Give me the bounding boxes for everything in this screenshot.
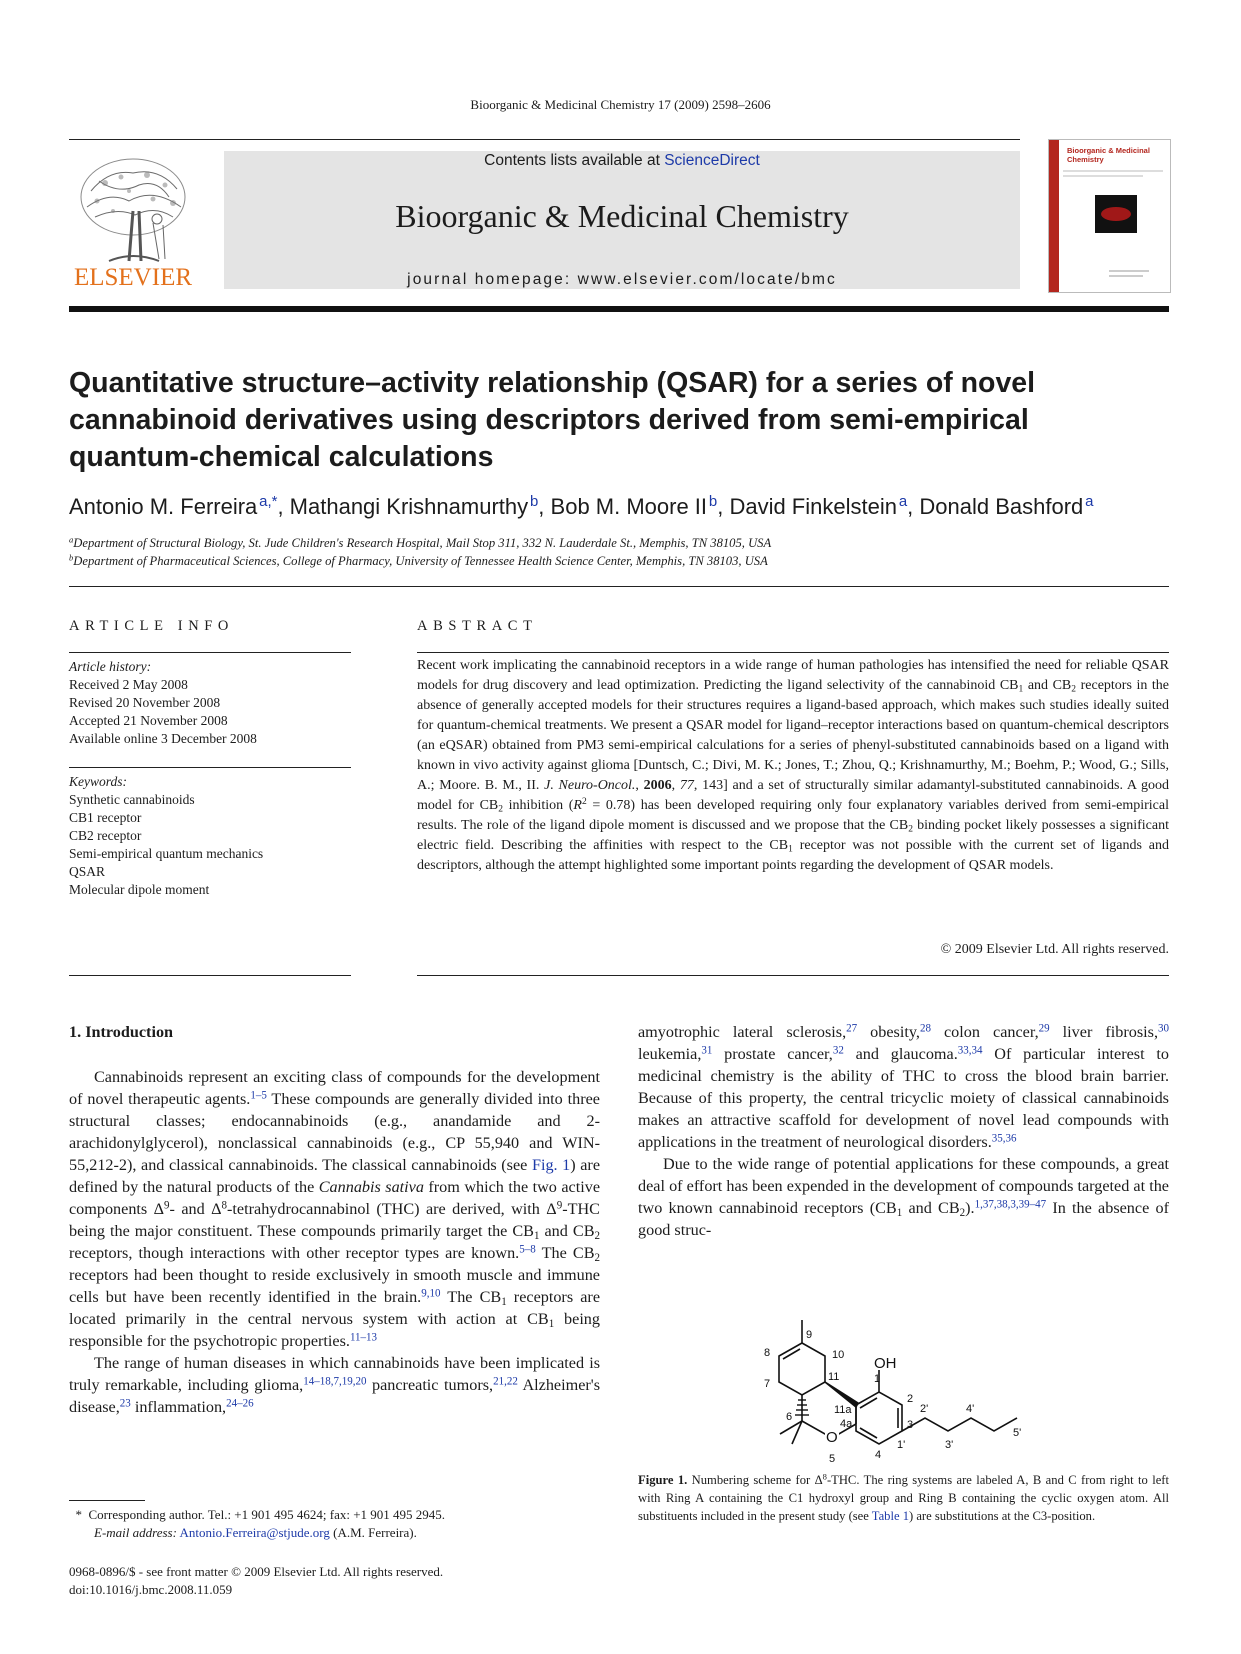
abstract-text: Recent work implicating the cannabinoid receptors in a wide range of human pathologies has intensified the need for reliable QSAR models for drug discovery and lead optimization. Predicting the ligand selectivity of the cannabinoid $CB_1$ and $CB_2$ receptors in the absence of generally accepted models for their structures requires a ligand-based approach, which makes such studies ideally suited for quantum-chemical treatments. We present a QSAR model for ligand–receptor interactions based on quantum-chemical descriptors (an eQSAR) obtained from PM3 semi-empirical calculations for a series of phenyl-substituted cannabinoids based on a ligand with known in vivo activity against glioma [Duntsch, C.; Divi, M. K.; Jones, T.; Zhou, Q.; Krishnamurthy, M.; Boehm, P.; Wood, G.; Sills, A.; Moore. B. M., II. J. Neuro-Oncol., 2006, 77, 143] and a set of structurally similar adamantyl-substituted cannabinoids. A good model for $CB_2$ inhibition $(R^2 = 0.78)$ has been developed requiring only four explanatory variables derived from semi-empirical results. The role of the ligand dipole moment is discussed and we propose that the $CB_2$ binding pocket likely possesses a significant electric field. Describing the affinities with respect to the $CB_1$ receptor was not possible with the current set of ligands and descriptors, although the attempt highlighted some important points regarding the development of QSAR models.	[417, 658, 1170, 873]
email-link[interactable]: Antonio.Ferreira@stjude.org	[179, 1525, 330, 1540]
history-received: Received 2 May 2008	[69, 677, 188, 692]
intro-paragraph-3: Due to the wide range of potential applications for these compounds, a great deal of effort has been expended in the development of compounds targeted at the two known cannabinoid receptors ($CB_1$ and $CB_2).^{1,37,38,3,39-47}$ In the absence of good struc-	[638, 1155, 1169, 1239]
email-suffix: (A.M. Ferreira).	[333, 1525, 417, 1540]
affiliation-rule	[69, 586, 1169, 587]
history-accepted: Accepted 21 November 2008	[69, 713, 228, 728]
footnote-rule	[69, 1500, 145, 1501]
affiliation-mark: b	[69, 552, 74, 563]
article-history	[69, 658, 351, 748]
atom-label: 11	[828, 1371, 840, 1383]
atom-label: 9	[806, 1329, 813, 1341]
contents-line	[224, 152, 1020, 170]
title-line-2: cannabinoid derivatives using descriptors derived from semi-empirical	[69, 404, 1029, 436]
journal-homepage-link[interactable]: journal homepage: www.elsevier.com/locate/bmc	[407, 271, 837, 288]
issn-line: 0968-0896/$ - see front matter © 2009 Elsevier Ltd. All rights reserved.	[69, 1564, 444, 1579]
history-online: Available online 3 December 2008	[69, 731, 257, 746]
corresponding-footnote: * Corresponding author. Tel.: +1 901 495 4624; fax: +1 901 495 2945. E-mail address: Antonio.Ferreira@stjude.org (A.M. Ferreira).	[69, 1507, 446, 1540]
contents-prefix: Contents lists available at	[484, 152, 660, 169]
journal-cover[interactable]	[1048, 139, 1171, 293]
cover-title-line-2: Chemistry	[1067, 155, 1104, 164]
publisher-logo-text: ELSEVIER	[73, 264, 193, 291]
atom-label: 2'	[920, 1403, 929, 1415]
email-label: E-mail address:	[94, 1525, 177, 1540]
keywords-label: Keywords:	[69, 774, 127, 789]
author-name: Bob M. Moore II	[550, 494, 708, 519]
atom-label: 3'	[945, 1439, 954, 1451]
article-info-bottom-rule	[69, 975, 351, 976]
hydroxyl-label: OH	[874, 1355, 897, 1372]
author-affiliation-mark[interactable]: a	[898, 493, 908, 511]
affiliation-text: Department of Pharmaceutical Sciences, College of Pharmacy, University of Tennessee Health Science Center, Memphis, TN 38103, USA	[73, 554, 768, 568]
author-affiliation-mark[interactable]: a	[1085, 493, 1094, 511]
atom-label: 10	[832, 1349, 845, 1361]
abstract-copyright: © 2009 Elsevier Ltd. All rights reserved.	[940, 942, 1169, 957]
keyword: Synthetic cannabinoids	[69, 792, 195, 807]
article-info-heading: ARTICLE INFO	[69, 618, 235, 634]
intro-column-right	[638, 1021, 1169, 1241]
atom-label: 8	[764, 1347, 771, 1359]
author-name: Donald Bashford	[919, 494, 1084, 519]
abstract-bottom-rule	[417, 975, 1169, 976]
atom-label: 4a	[840, 1418, 853, 1430]
affiliation-text: Department of Structural Biology, St. Jude Children's Research Hospital, Mail Stop 311, 332 N. Lauderdale St., Memphis, TN 38105, USA	[73, 536, 772, 550]
keywords-rule	[69, 767, 351, 768]
abstract-heading: ABSTRACT	[417, 618, 538, 634]
header-thick-rule	[69, 306, 1169, 312]
author-affiliation-mark[interactable]: b	[708, 493, 718, 511]
elsevier-logo[interactable]	[69, 151, 197, 291]
article-info-rule	[69, 652, 351, 653]
atom-label: 2	[907, 1393, 914, 1405]
keywords-list	[69, 773, 351, 899]
atom-label: 4	[875, 1449, 882, 1461]
atom-label: 7	[764, 1378, 771, 1390]
front-matter	[69, 1563, 629, 1599]
author-affiliation-mark[interactable]: b	[529, 493, 539, 511]
intro-paragraph-2-cont: amyotrophic lateral sclerosis,$^{27}$ obesity,$^{28}$ colon cancer,$^{29}$ liver fibrosis,$^{30}$ leukemia,$^{31}$ prostate cancer,$^{32}$ and glaucoma.$^{33,34}$ Of particular interest to medicinal chemistry is the ability of THC to cross the blood brain barrier. Because of this property, the central tricyclic moiety of classical cannabinoids makes an attractive scaffold for development of novel lead compounds with applications in the treatment of neurological disorders.$^{35,36}$	[638, 1022, 1170, 1151]
keyword: CB1 receptor	[69, 810, 142, 825]
corresponding-author-text: Corresponding author. Tel.: +1 901 495 4624; fax: +1 901 495 2945.	[88, 1507, 446, 1522]
sciencedirect-link[interactable]: ScienceDirect	[664, 152, 760, 169]
affiliation-b	[69, 554, 1169, 569]
history-revised: Revised 20 November 2008	[69, 695, 221, 710]
abstract-rule	[417, 652, 1169, 653]
title-line-3: quantum-chemical calculations	[69, 441, 494, 473]
keyword: QSAR	[69, 864, 106, 879]
section-heading-introduction: 1. Introduction	[69, 1023, 174, 1041]
author-name: David Finkelstein	[729, 494, 897, 519]
elsevier-tree-icon	[69, 151, 197, 291]
intro-column-left	[69, 1066, 600, 1418]
article-title	[69, 365, 1169, 476]
author-affiliation-mark[interactable]: a,*	[259, 493, 278, 511]
author-name: Mathangi Krishnamurthy	[289, 494, 529, 519]
figure-label: Figure 1.	[638, 1473, 688, 1487]
table-1-link[interactable]: Table 1	[871, 1509, 909, 1523]
affiliation-a	[69, 536, 1169, 551]
keyword: CB2 receptor	[69, 828, 142, 843]
oxygen-label: O	[826, 1429, 838, 1446]
atom-label: 5	[829, 1453, 836, 1465]
atom-label: 4'	[966, 1403, 975, 1415]
title-line-1: Quantitative structure–activity relationship (QSAR) for a series of novel	[69, 367, 1036, 399]
atom-label: 11a	[834, 1404, 852, 1416]
intro-paragraph-1: Cannabinoids represent an exciting class of compounds for the development of novel therapeutic agents.$^{1-5}$ These compounds are generally divided into three structural classes; endocannabinoids (e.g., anandamide and 2-arachidonylglycerol), nonclassical cannabinoids (e.g., CP 55,940 and WIN-55,212-2), and classical cannabinoids. The classical cannabinoids (see Fig. 1) are defined by the natural products of the Cannabis sativa from which the two active components $\Delta^9-$ and $\Delta^8$-tetrahydrocannabinol (THC) are derived, with $\Delta^9$-THC being the major constituent. These compounds primarily target the $CB_1$ and $CB_2$ receptors, though interactions with other receptor types are known.$^{5-8}$ The $CB_2$ receptors had been thought to reside exclusively in smooth muscle and immune cells but have been recently identified in the brain.$^{9,10}$ The $CB_1$ receptors are located primarily in the central nervous system with action at $CB_1$ being responsible for the psychotropic properties.$^{11-13}$	[69, 1068, 601, 1350]
keyword: Molecular dipole moment	[69, 882, 210, 897]
author-name: Antonio M. Ferreira	[69, 494, 258, 519]
journal-citation: Bioorganic & Medicinal Chemistry 17 (2009) 2598–2606	[470, 97, 771, 112]
atom-label: 1	[874, 1373, 881, 1385]
atom-label: 6	[786, 1411, 793, 1423]
doi-line[interactable]: doi:10.1016/j.bmc.2008.11.059	[69, 1582, 233, 1597]
affiliation-mark: a	[69, 534, 74, 545]
history-label: Article history:	[69, 659, 152, 674]
figure-caption: Figure 1. Numbering scheme for $\Delta^8$-THC. The ring systems are labeled A, B and C from right to left with Ring A containing the C1 hydroxyl group and Ring B containing the cyclic oxygen atom. All substituents included in the present study (see Table 1) are substitutions at the C3-position.	[638, 1471, 1169, 1523]
journal-title: Bioorganic & Medicinal Chemistry	[395, 198, 849, 234]
cover-image	[1095, 195, 1137, 233]
atom-label: 1'	[897, 1439, 906, 1451]
cover-title-line-1: Bioorganic & Medicinal	[1067, 146, 1150, 155]
keyword: Semi-empirical quantum mechanics	[69, 846, 264, 861]
atom-label: 5'	[1013, 1427, 1022, 1439]
header-rule	[69, 139, 1020, 140]
thc-structure-figure	[760, 1308, 1060, 1478]
intro-paragraph-2: The range of human diseases in which cannabinoids have been implicated is truly remarkable, including glioma,$^{14-18,7,19,20}$ pancreatic tumors,$^{21,22}$ Alzheimer's disease,$^{23}$ inflammation,$^{24-26}$	[69, 1354, 600, 1416]
atom-label: 3	[907, 1419, 914, 1431]
author-list: Antonio M. Ferreira $^{a,*}$, Mathangi Krishnamurthy $^b$, Bob M. Moore II $^b$, David Finkelstein $^a$, Donald Bashford $^a$	[69, 493, 1094, 519]
